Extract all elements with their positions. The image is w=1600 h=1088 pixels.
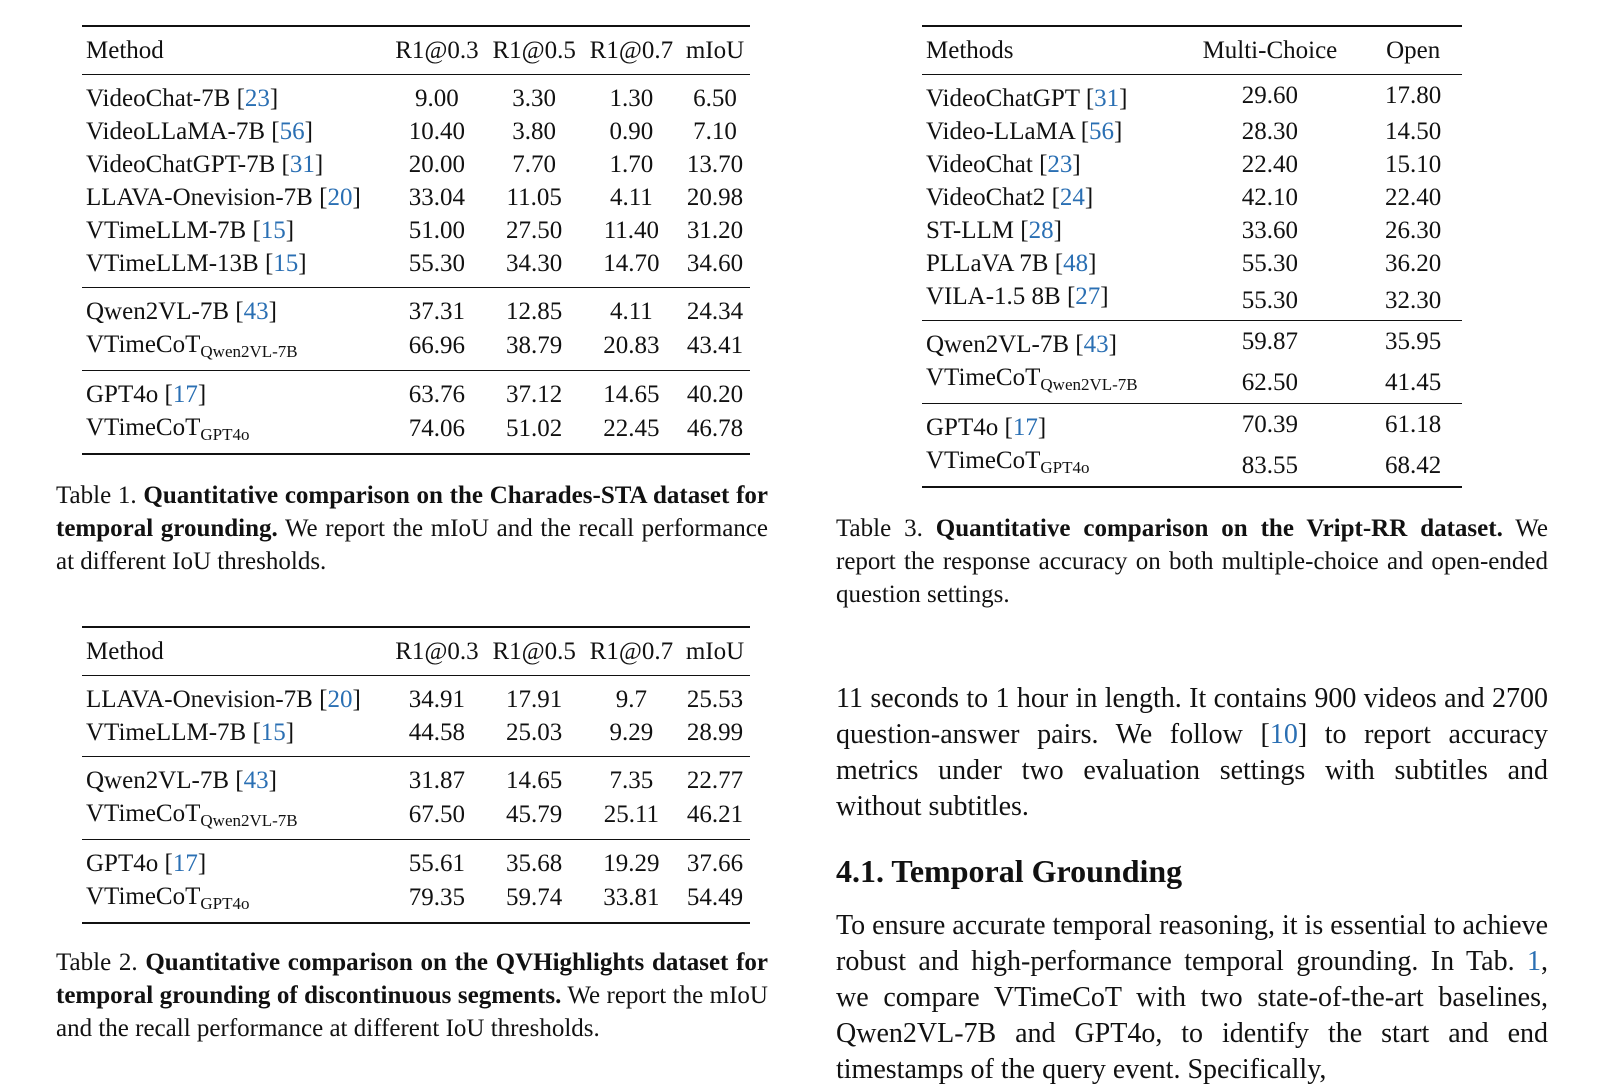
method-cell: PLLaVA 7B [48] [926,250,1097,277]
method-name: VTimeLLM-7B [86,217,247,244]
method-name: VILA-1.5 8B [926,283,1061,310]
table-group [82,371,750,455]
value-cell: 43.41 [686,332,744,359]
value-cell: 24.34 [686,298,744,325]
method-cell: VideoChat2 [24] [926,184,1094,211]
value-cell: 32.30 [1385,286,1442,314]
value-cell: 6.50 [693,85,737,112]
value-cell: 28.30 [1241,118,1299,145]
value-cell: 11.40 [603,217,660,244]
value-cell: 45.79 [506,801,563,828]
value-cell: 38.79 [506,332,563,359]
citation-link[interactable]: 43 [243,767,269,794]
table-row [82,181,750,214]
value-cell: 59.74 [506,884,563,911]
value-cell: 35.68 [506,850,563,877]
value-cell: 1.70 [609,151,654,178]
citation-link[interactable]: 23 [1047,151,1073,178]
method-name: LLAVA-Onevision-7B [86,686,313,713]
citation-link[interactable]: 17 [172,850,198,877]
value-cell: 34.91 [408,686,466,713]
method-name: VTimeCoT [86,883,201,910]
value-cell: 34.60 [686,250,744,277]
value-cell: 70.39 [1241,410,1299,438]
value-cell: 20.00 [408,151,466,178]
table-row [82,288,750,329]
citation-link[interactable]: 31 [1094,85,1120,112]
header-row [922,26,1462,75]
citation-link[interactable]: 24 [1059,184,1085,211]
value-cell: 4.11 [609,298,653,325]
value-cell: 63.76 [408,381,466,408]
method-cell [82,880,388,923]
caption-title: Quantitative comparison on the QVHighlights dataset for temporal grounding of discontinuous segments. [56,949,768,1009]
value-cell: 13.70 [686,151,744,178]
method-cell: GPT4o [17] [86,850,207,877]
table-link[interactable]: 1 [1527,946,1541,977]
method-cell: GPT4o [17] [86,381,207,408]
table-row [82,716,750,757]
para-text: To ensure accurate temporal reasoning, it is essential to achieve robust and high-performance temporal grounding. In Tab. [836,910,1548,977]
method-subscript: Qwen2VL-7B [200,342,298,361]
method-cell: GPT4o [17] [926,414,1047,441]
citation-link[interactable]: 23 [244,85,270,112]
value-cell: 29.60 [1241,81,1299,109]
value-cell: 54.49 [686,884,744,911]
value-cell: 37.12 [506,381,563,408]
para-text: , we compare VTimeCoT with two state-of-the-art baselines, Qwen2VL-7B and GPT4o, to identify the start and end timestamps of the query event. Specifically, [836,946,1548,1085]
table-group [82,676,750,757]
table-row [82,371,750,412]
table-row [922,404,1462,445]
method-cell: VideoChatGPT-7B [31] [86,151,324,178]
value-cell: 55.61 [408,850,466,877]
header-row [82,627,750,676]
value-cell: 26.30 [1385,217,1442,244]
table-header [82,26,750,75]
value-cell: 14.65 [603,381,660,408]
value-cell: 17.91 [506,686,563,713]
method-name: Qwen2VL-7B [86,298,230,325]
method-name: VideoChat [926,151,1033,178]
method-cell: Video-LLaMA [56] [926,118,1123,145]
method-cell: VideoChat-7B [23] [86,85,279,112]
value-cell: 12.85 [506,298,563,325]
method-name: VideoChatGPT [926,85,1080,112]
table-row [82,75,750,116]
value-cell: 3.80 [512,118,557,145]
method-name: PLLaVA 7B [926,250,1049,277]
method-name: VTimeCoT [86,331,201,358]
body-paragraph-2 [836,908,1548,1088]
table-group [82,75,750,288]
column-header: R1@0.7 [589,638,674,665]
citation-link[interactable]: 56 [279,118,305,145]
caption-title: Quantitative comparison on the Vript-RR dataset. [935,515,1503,542]
citation-link[interactable]: 43 [243,298,269,325]
value-cell: 33.04 [408,184,466,211]
caption-label: Table 2. [56,949,138,976]
header-row [82,26,750,75]
citation-link[interactable]: 20 [327,686,353,713]
column-header: R1@0.3 [395,638,479,665]
method-name: VTimeLLM-13B [86,250,259,277]
value-cell: 66.96 [408,332,466,359]
method-name: ST-LLM [926,217,1014,244]
value-cell: 15.10 [1385,151,1442,178]
caption-title: Quantitative comparison on the Charades-STA dataset for temporal grounding. [56,482,768,542]
column-header: Methods [926,37,1014,64]
table-row [922,75,1462,116]
value-cell: 17.80 [1385,81,1442,109]
table-row [82,411,750,454]
value-cell: 7.10 [693,118,737,145]
citation-link[interactable]: 17 [1012,414,1038,441]
table-3 [922,25,1462,488]
value-cell: 55.30 [1241,286,1299,314]
value-cell: 22.40 [1385,184,1442,211]
table-row [922,181,1462,214]
table-row [922,115,1462,148]
table-2-caption [56,946,768,1045]
value-cell: 37.31 [408,298,466,325]
section-heading: 4.1. Temporal Grounding [836,853,1183,889]
value-cell: 46.78 [686,415,744,442]
value-cell: 35.95 [1385,327,1442,355]
column-header: R1@0.7 [589,37,674,64]
value-cell: 31.87 [408,767,466,794]
value-cell: 55.30 [1241,250,1299,277]
value-cell: 68.42 [1385,451,1442,479]
value-cell: 51.00 [408,217,466,244]
citation-link[interactable]: 17 [172,381,198,408]
value-cell: 9.7 [615,686,648,713]
value-cell: 25.03 [506,719,563,746]
value-cell: 9.00 [415,85,459,112]
method-cell: LLAVA-Onevision-7B [20] [86,686,361,713]
value-cell: 22.77 [686,767,744,794]
value-cell: 22.40 [1241,151,1299,178]
value-cell: 61.18 [1385,410,1442,438]
method-cell: LLAVA-Onevision-7B [20] [86,184,361,211]
citation-link[interactable]: 28 [1028,217,1054,244]
table-row [82,757,750,798]
method-name: LLAVA-Onevision-7B [86,184,313,211]
value-cell: 55.30 [408,250,466,277]
value-cell: 83.55 [1241,451,1299,479]
method-cell: VTimeLLM-13B [15] [86,250,307,277]
method-cell: Qwen2VL-7B [43] [86,767,277,794]
value-cell: 67.50 [408,801,466,828]
method-name: Qwen2VL-7B [86,767,230,794]
table-row [922,321,1462,362]
method-name: GPT4o [86,381,159,408]
method-subscript: GPT4o [200,894,250,913]
method-cell [82,411,388,454]
method-cell: Qwen2VL-7B [43] [86,298,277,325]
value-cell: 34.30 [506,250,563,277]
value-cell: 1.30 [609,85,654,112]
value-cell: 27.50 [506,217,563,244]
method-cell: VTimeLLM-7B [15] [86,217,295,244]
table-group [82,288,750,371]
citation-link[interactable]: 56 [1089,118,1115,145]
method-name: Qwen2VL-7B [926,331,1070,358]
table-row [922,361,1462,404]
citation-link[interactable]: 15 [260,719,286,746]
table-row [82,880,750,923]
caption-label: Table 1. [56,482,137,509]
column-header: R1@0.5 [492,638,576,665]
table-2 [82,626,750,924]
table-row [82,148,750,181]
value-cell: 10.40 [408,118,466,145]
caption-text: We report the mIoU and the recall performance at different IoU thresholds. [56,982,768,1042]
caption-text: We report the response accuracy on both multiple-choice and open-ended question settings. [836,515,1548,608]
method-name: VideoLLaMA-7B [86,118,266,145]
citation-link[interactable]: 20 [327,184,353,211]
column-header: Open [1386,37,1441,64]
value-cell: 74.06 [408,415,466,442]
method-cell: ST-LLM [28] [926,217,1062,244]
value-cell: 20.98 [686,184,744,211]
table-row [82,115,750,148]
value-cell: 19.29 [603,850,660,877]
table-group [922,75,1462,321]
table-group [922,321,1462,404]
method-name: VTimeCoT [86,414,201,441]
value-cell: 22.45 [603,415,660,442]
method-cell: VideoChatGPT [31] [926,85,1128,112]
value-cell: 25.53 [686,686,744,713]
table-group [922,404,1462,488]
value-cell: 36.20 [1385,250,1442,277]
method-subscript: Qwen2VL-7B [200,811,298,830]
value-cell: 46.21 [686,801,744,828]
method-cell: VTimeLLM-7B [15] [86,719,295,746]
table-row [82,328,750,371]
method-name: VideoChat2 [926,184,1046,211]
value-cell: 14.70 [603,250,660,277]
column-header: Method [86,37,164,64]
table-3-caption [836,512,1548,611]
value-cell: 28.99 [686,719,744,746]
table-row [922,214,1462,247]
value-cell: 33.60 [1241,217,1299,244]
table-row [82,247,750,288]
method-cell [82,328,388,371]
column-header: R1@0.3 [395,37,479,64]
table-row [82,797,750,840]
value-cell: 51.02 [506,415,563,442]
citation-link[interactable]: 27 [1075,283,1101,310]
column-header: Method [86,638,164,665]
value-cell: 7.35 [609,767,654,794]
citation-link[interactable]: 31 [289,151,315,178]
column-header: Multi-Choice [1202,37,1338,64]
method-name: VTimeLLM-7B [86,719,247,746]
value-cell: 20.83 [603,332,660,359]
method-cell: VideoLLaMA-7B [56] [86,118,313,145]
method-name: VTimeCoT [926,447,1041,474]
citation-link[interactable]: 15 [260,217,286,244]
method-name: GPT4o [86,850,159,877]
value-cell: 0.90 [609,118,654,145]
method-cell [922,361,1176,404]
caption-text: We report the mIoU and the recall performance at different IoU thresholds. [56,515,768,575]
method-name: VTimeCoT [926,364,1041,391]
table-row [922,444,1462,487]
method-name: VTimeCoT [86,800,201,827]
value-cell: 59.87 [1241,327,1299,355]
value-cell: 9.29 [609,719,654,746]
citation-link[interactable]: 48 [1063,250,1089,277]
method-subscript: GPT4o [1040,458,1090,477]
table-group [82,840,750,924]
table-row [922,247,1462,280]
table-row [922,148,1462,181]
citation-link[interactable]: 15 [273,250,299,277]
para-text: to report accuracy metrics under two evaluation settings with subtitles and without subtitles. [836,719,1548,822]
column-header: R1@0.5 [492,37,576,64]
method-name: Video-LLaMA [926,118,1075,145]
column-header: mIoU [685,37,745,64]
table-row [82,214,750,247]
value-cell: 11.05 [506,184,562,211]
table-header [82,627,750,676]
value-cell: 41.45 [1385,368,1442,396]
value-cell: 33.81 [603,884,660,911]
caption-label: Table 3. [836,515,923,542]
value-cell: 31.20 [686,217,744,244]
value-cell: 4.11 [609,184,653,211]
method-cell [82,797,388,840]
value-cell: 3.30 [512,85,557,112]
method-subscript: Qwen2VL-7B [1040,375,1138,394]
table-header [922,26,1462,75]
method-name: VideoChatGPT-7B [86,151,276,178]
citation-link[interactable]: 43 [1083,331,1109,358]
table-row [82,840,750,881]
value-cell: 7.70 [512,151,557,178]
value-cell: 14.50 [1385,118,1442,145]
method-subscript: GPT4o [200,425,250,444]
body-paragraph-1: 11 seconds to 1 hour in length. It contains 900 videos and 2700 question-answer pairs. We follow [10] to report accuracy metrics under two evaluation settings with subtitles and without subtitles. [836,683,1548,822]
method-name: VideoChat-7B [86,85,231,112]
value-cell: 42.10 [1241,184,1299,211]
value-cell: 79.35 [408,884,466,911]
method-cell: VILA-1.5 8B [27] [926,283,1109,310]
table-1 [82,25,750,455]
value-cell: 40.20 [686,381,744,408]
table-group [82,757,750,840]
column-header: mIoU [685,638,745,665]
para-text: 11 seconds to 1 hour in length. It contains 900 videos and 2700 question-answer pairs. We follow [836,683,1548,750]
value-cell: 44.58 [408,719,466,746]
method-cell: VideoChat [23] [926,151,1081,178]
method-cell: Qwen2VL-7B [43] [926,331,1117,358]
value-cell: 62.50 [1241,368,1299,396]
method-name: GPT4o [926,414,999,441]
value-cell: 14.65 [506,767,563,794]
value-cell: 25.11 [603,801,660,828]
table-1-caption [56,479,768,578]
citation-link[interactable]: 10 [1269,719,1298,750]
table-row [82,676,750,717]
table-row [922,280,1462,321]
method-cell [922,444,1176,487]
value-cell: 37.66 [686,850,744,877]
